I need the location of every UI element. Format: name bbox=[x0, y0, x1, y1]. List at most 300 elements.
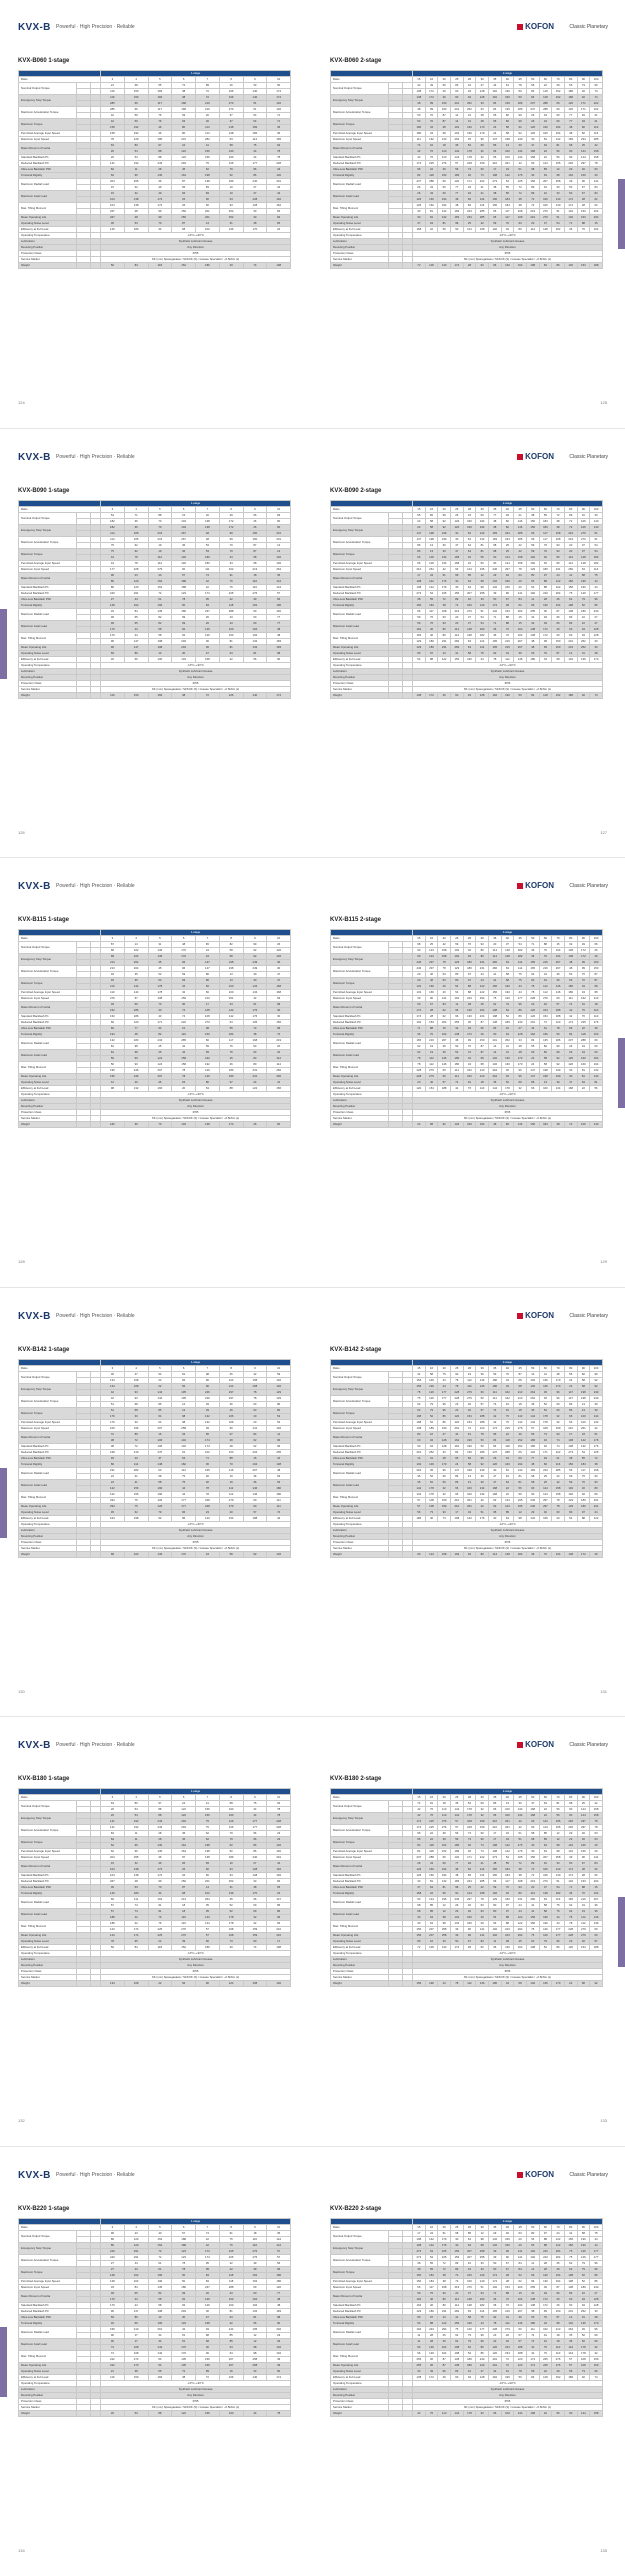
value-cell: 57 bbox=[101, 1903, 125, 1909]
value-cell: 80 bbox=[552, 554, 565, 560]
value-cell: 246 bbox=[450, 1897, 463, 1903]
value-cell: 198 bbox=[539, 1074, 552, 1080]
value-cell: 39 bbox=[438, 1831, 451, 1837]
value-cell: 41 bbox=[488, 972, 501, 978]
value-cell: 10 bbox=[463, 2369, 476, 2375]
ratio-cell: 6 bbox=[172, 1365, 196, 1371]
value-cell: 51 bbox=[514, 1831, 527, 1837]
value-cell: 28 bbox=[577, 1867, 590, 1873]
row-label: Maximum Input Speed bbox=[331, 566, 389, 572]
value-cell: 81 bbox=[463, 530, 476, 536]
value-cell: 69 bbox=[243, 1903, 267, 1909]
value-cell: 168 bbox=[124, 1377, 148, 1383]
value-cell: 93 bbox=[438, 2291, 451, 2297]
value-cell: 294 bbox=[552, 590, 565, 596]
value-cell: 84 bbox=[488, 1443, 501, 1449]
value-cell: 168 bbox=[172, 101, 196, 107]
value-cell: 144 bbox=[564, 2345, 577, 2351]
value-cell: 92 bbox=[124, 548, 148, 554]
value-cell: 19 bbox=[501, 650, 514, 656]
row-label: Maximum Axial Load bbox=[331, 191, 389, 203]
value-cell: 146 bbox=[476, 1377, 489, 1383]
value-cell: 76 bbox=[425, 2291, 438, 2297]
value-cell: 96 bbox=[488, 263, 501, 269]
value-cell: 37 bbox=[148, 1455, 172, 1461]
value-cell: 18 bbox=[101, 972, 125, 978]
value-cell: 38 bbox=[196, 1026, 220, 1032]
value-cell: 70 bbox=[425, 119, 438, 125]
value-cell: 18 bbox=[552, 2333, 565, 2339]
row-label: Emergency Stop Torque bbox=[19, 2243, 77, 2255]
value-cell: 207 bbox=[425, 1927, 438, 1933]
value-cell: 282 bbox=[526, 1897, 539, 1903]
value-cell: 54 bbox=[425, 2249, 438, 2255]
value-cell: 172 bbox=[539, 2303, 552, 2309]
value-cell: 168 bbox=[488, 1491, 501, 1497]
value-cell: 210 bbox=[488, 1819, 501, 1825]
value-cell: 164 bbox=[172, 1843, 196, 1849]
value-cell: 192 bbox=[413, 2297, 426, 2303]
row-label: Service Marker bbox=[331, 2405, 389, 2411]
value-cell: 74 bbox=[196, 572, 220, 578]
value-cell: 294 bbox=[514, 1933, 527, 1939]
value-cell: 128 bbox=[590, 2303, 603, 2309]
value-cell: 54 bbox=[552, 1885, 565, 1891]
value-cell: 210 bbox=[450, 1497, 463, 1503]
value-cell: 26 bbox=[196, 614, 220, 620]
value-cell: 11 bbox=[526, 2267, 539, 2273]
value-cell: 55 bbox=[425, 2261, 438, 2267]
value-cell: 82 bbox=[148, 2291, 172, 2297]
value-cell: 92 bbox=[514, 125, 527, 131]
tagline: Powerful · High Precision · Reliable bbox=[56, 1312, 135, 1319]
value-cell: 156 bbox=[124, 1485, 148, 1491]
value-cell: 294 bbox=[172, 1825, 196, 1831]
value-cell: 90 bbox=[501, 2249, 514, 2255]
value-cell: 72 bbox=[564, 518, 577, 524]
value-cell: 10 bbox=[219, 191, 243, 197]
value-cell: 92 bbox=[438, 518, 451, 524]
value-cell: 28 bbox=[463, 1945, 476, 1951]
value-cell: 84 bbox=[101, 1831, 125, 1837]
value-cell: 84 bbox=[124, 608, 148, 614]
merged-value: -10°C~+90°C bbox=[101, 1951, 291, 1957]
value-cell: 114 bbox=[196, 131, 220, 137]
value-cell: 186 bbox=[450, 1843, 463, 1849]
page-number-left: 124 bbox=[18, 400, 25, 405]
value-cell: 159 bbox=[438, 1497, 451, 1503]
value-cell: 165 bbox=[488, 644, 501, 650]
value-cell: 102 bbox=[450, 125, 463, 131]
value-cell: 36 bbox=[148, 1855, 172, 1861]
value-cell: 234 bbox=[463, 209, 476, 215]
value-cell: 80 bbox=[476, 948, 489, 954]
value-cell: 92 bbox=[243, 1551, 267, 1557]
value-cell: 96 bbox=[243, 167, 267, 173]
page-number-right: 129 bbox=[600, 1259, 607, 1265]
value-cell: 150 bbox=[196, 1032, 220, 1038]
row-label: Weight bbox=[19, 2411, 77, 2417]
value-cell: 28 bbox=[219, 1437, 243, 1443]
value-cell: 126 bbox=[564, 1062, 577, 1068]
brand-mark-icon bbox=[517, 883, 523, 889]
value-cell: 110 bbox=[514, 1413, 527, 1419]
value-cell: 249 bbox=[243, 960, 267, 966]
value-cell: 88 bbox=[501, 1921, 514, 1927]
value-cell: 182 bbox=[172, 1461, 196, 1467]
value-cell: 30 bbox=[413, 209, 426, 215]
value-cell: 102 bbox=[267, 554, 291, 560]
value-cell: 43 bbox=[463, 512, 476, 518]
value-cell: 176 bbox=[243, 1008, 267, 1014]
value-cell: 90 bbox=[577, 1855, 590, 1861]
value-cell: 74 bbox=[564, 1002, 577, 1008]
value-cell: 114 bbox=[476, 2309, 489, 2315]
value-cell: 267 bbox=[101, 1879, 125, 1885]
value-cell: 42 bbox=[413, 149, 426, 155]
value-cell: 182 bbox=[476, 632, 489, 638]
value-cell: 176 bbox=[514, 1849, 527, 1855]
value-cell: 91 bbox=[539, 2339, 552, 2345]
value-cell: 81 bbox=[425, 1879, 438, 1885]
value-cell: 94 bbox=[577, 2303, 590, 2309]
value-cell: 84 bbox=[267, 209, 291, 215]
value-cell: 38 bbox=[514, 203, 527, 209]
value-cell: 29 bbox=[413, 972, 426, 978]
value-cell: 136 bbox=[501, 1062, 514, 1068]
value-cell: 36 bbox=[488, 632, 501, 638]
value-cell: 276 bbox=[438, 161, 451, 167]
value-cell: 100 bbox=[577, 1419, 590, 1425]
value-cell: 51 bbox=[590, 536, 603, 542]
value-cell: 98 bbox=[124, 1050, 148, 1056]
value-cell: 30 bbox=[450, 2237, 463, 2243]
value-cell: 44 bbox=[590, 584, 603, 590]
value-cell: 64 bbox=[425, 221, 438, 227]
value-cell: 164 bbox=[438, 2345, 451, 2351]
value-cell: 81 bbox=[514, 1479, 527, 1485]
value-cell: 78 bbox=[243, 1395, 267, 1401]
ratio-cell: 9 bbox=[243, 1795, 267, 1801]
ratio-cell: 3 bbox=[101, 1795, 125, 1801]
spec-table bbox=[330, 500, 603, 699]
value-cell: 66 bbox=[564, 1419, 577, 1425]
value-cell: 126 bbox=[267, 1551, 291, 1557]
series-logo: KVX-B bbox=[18, 451, 51, 463]
value-cell: 48 bbox=[196, 536, 220, 542]
value-cell: 183 bbox=[267, 644, 291, 650]
spread-header bbox=[18, 2170, 608, 2184]
value-cell: 90 bbox=[564, 2411, 577, 2417]
value-cell: 57 bbox=[450, 1825, 463, 1831]
value-cell: 21 bbox=[552, 1455, 565, 1461]
ratio-cell: 3 bbox=[101, 936, 125, 942]
value-cell: 53 bbox=[450, 1044, 463, 1050]
value-cell: 178 bbox=[463, 149, 476, 155]
row-label: Maximum Torque bbox=[19, 1837, 77, 1849]
value-cell: 100 bbox=[425, 560, 438, 566]
value-cell: 58 bbox=[219, 954, 243, 960]
value-cell: 80 bbox=[413, 650, 426, 656]
value-cell: 90 bbox=[590, 2369, 603, 2375]
row-label: Maximum Acceleration Torque bbox=[331, 966, 389, 978]
value-cell: 51 bbox=[552, 1879, 565, 1885]
value-cell: 102 bbox=[267, 560, 291, 566]
row-label: Operating Temperature bbox=[19, 233, 77, 239]
row-label: Mounting Position bbox=[19, 2393, 77, 2399]
value-cell: 83 bbox=[488, 1026, 501, 1032]
value-cell: 72 bbox=[463, 1425, 476, 1431]
value-cell: 33 bbox=[438, 1449, 451, 1455]
value-cell: 170 bbox=[590, 656, 603, 662]
value-cell: 40 bbox=[463, 1407, 476, 1413]
value-cell: 96 bbox=[450, 1008, 463, 1014]
value-cell: 38 bbox=[172, 95, 196, 101]
value-cell: 153 bbox=[577, 209, 590, 215]
value-cell: 75 bbox=[526, 1927, 539, 1933]
value-cell: 114 bbox=[450, 626, 463, 632]
value-cell: 65 bbox=[413, 512, 426, 518]
value-cell: 112 bbox=[463, 1981, 476, 1987]
value-cell: 86 bbox=[514, 1008, 527, 1014]
table-row bbox=[331, 2411, 603, 2417]
row-label: Weight bbox=[331, 263, 389, 269]
value-cell: 60 bbox=[564, 2297, 577, 2303]
value-cell: 190 bbox=[577, 578, 590, 584]
value-cell: 142 bbox=[577, 1443, 590, 1449]
value-cell: 297 bbox=[148, 1074, 172, 1080]
value-cell: 176 bbox=[172, 2351, 196, 2357]
value-cell: 207 bbox=[539, 1855, 552, 1861]
value-cell: 158 bbox=[590, 2411, 603, 2417]
value-cell: 291 bbox=[124, 2249, 148, 2255]
row-label: Maximum Radial Load bbox=[331, 1897, 389, 1909]
value-cell: 153 bbox=[219, 1449, 243, 1455]
value-cell: 37 bbox=[577, 548, 590, 554]
value-cell: 24 bbox=[101, 1479, 125, 1485]
value-cell: 108 bbox=[413, 584, 426, 590]
value-cell: 172 bbox=[539, 2297, 552, 2303]
value-cell: 100 bbox=[148, 656, 172, 662]
ratio-cell: 5 bbox=[148, 1795, 172, 1801]
value-cell: 74 bbox=[590, 89, 603, 95]
value-cell: 231 bbox=[590, 1497, 603, 1503]
row-label: Efficiency at Full Load bbox=[19, 1086, 77, 1092]
row-label: Weight bbox=[19, 1122, 77, 1128]
value-cell: 70 bbox=[539, 948, 552, 954]
value-cell: 33 bbox=[243, 215, 267, 221]
ratio-label: Ratio bbox=[19, 2225, 101, 2231]
value-cell: 166 bbox=[425, 990, 438, 996]
value-cell: 32 bbox=[413, 2369, 426, 2375]
value-cell: 30 bbox=[450, 578, 463, 584]
value-cell: 166 bbox=[463, 1921, 476, 1927]
value-cell: 94 bbox=[219, 1867, 243, 1873]
value-cell: 34 bbox=[148, 2333, 172, 2339]
value-cell: 170 bbox=[514, 1056, 527, 1062]
merged-value: Any Direction bbox=[413, 674, 603, 680]
value-cell: 24 bbox=[476, 978, 489, 984]
value-cell: 142 bbox=[148, 2345, 172, 2351]
value-cell: 51 bbox=[476, 2285, 489, 2291]
value-cell: 285 bbox=[172, 1038, 196, 1044]
value-cell: 54 bbox=[124, 2411, 148, 2417]
value-cell: 99 bbox=[172, 614, 196, 620]
value-cell: 288 bbox=[219, 608, 243, 614]
value-cell: 110 bbox=[101, 990, 125, 996]
row-label: Reduced Backlash P0 bbox=[331, 590, 389, 596]
value-cell: 99 bbox=[577, 966, 590, 972]
value-cell: 198 bbox=[564, 2279, 577, 2285]
value-cell: 75 bbox=[413, 1389, 426, 1395]
value-cell: 60 bbox=[243, 614, 267, 620]
value-cell: 56 bbox=[564, 2369, 577, 2375]
value-cell: 118 bbox=[425, 1849, 438, 1855]
value-cell: 20 bbox=[590, 173, 603, 179]
value-cell: 129 bbox=[488, 1897, 501, 1903]
value-cell: 33 bbox=[172, 1431, 196, 1437]
value-cell: 160 bbox=[425, 197, 438, 203]
value-cell: 52 bbox=[577, 602, 590, 608]
value-cell: 291 bbox=[124, 2255, 148, 2261]
value-cell: 225 bbox=[219, 590, 243, 596]
value-cell: 138 bbox=[564, 954, 577, 960]
value-cell: 58 bbox=[577, 1383, 590, 1389]
value-cell: 83 bbox=[564, 2291, 577, 2297]
value-cell: 46 bbox=[577, 167, 590, 173]
value-cell: 22 bbox=[539, 1807, 552, 1813]
value-cell: 222 bbox=[590, 107, 603, 113]
value-cell: 105 bbox=[438, 590, 451, 596]
value-cell: 51 bbox=[438, 2231, 451, 2237]
value-cell: 30 bbox=[450, 536, 463, 542]
value-cell: 72 bbox=[526, 203, 539, 209]
value-cell: 36 bbox=[488, 2303, 501, 2309]
value-cell: 52 bbox=[219, 1843, 243, 1849]
value-cell: 50 bbox=[413, 1002, 426, 1008]
value-cell: 279 bbox=[148, 566, 172, 572]
value-cell: 112 bbox=[219, 1485, 243, 1491]
value-cell: 54 bbox=[501, 179, 514, 185]
value-cell: 57 bbox=[267, 2255, 291, 2261]
value-cell: 24 bbox=[552, 572, 565, 578]
value-cell: 92 bbox=[438, 1122, 451, 1128]
spec-table bbox=[330, 70, 603, 269]
page-number-left: 134 bbox=[18, 2548, 25, 2553]
value-cell: 44 bbox=[590, 578, 603, 584]
brand-subtitle: Classic Planetary bbox=[569, 2172, 608, 2178]
row-label: Mean Operating Life bbox=[19, 644, 77, 650]
value-cell: 80 bbox=[438, 632, 451, 638]
value-cell: 93 bbox=[172, 119, 196, 125]
value-cell: 64 bbox=[463, 2237, 476, 2243]
value-cell: 92 bbox=[590, 1383, 603, 1389]
value-cell: 154 bbox=[463, 1413, 476, 1419]
row-label: Maximum Acceleration Torque bbox=[19, 536, 77, 548]
catalog-spread bbox=[0, 863, 625, 1280]
value-cell: 22 bbox=[219, 2267, 243, 2273]
value-cell: 64 bbox=[463, 578, 476, 584]
value-cell: 77 bbox=[267, 620, 291, 626]
value-cell: 162 bbox=[463, 1068, 476, 1074]
value-cell: 291 bbox=[124, 590, 148, 596]
value-cell: 24 bbox=[413, 1122, 426, 1128]
value-cell: 192 bbox=[450, 954, 463, 960]
value-cell: 57 bbox=[514, 2333, 527, 2339]
value-cell: 54 bbox=[243, 119, 267, 125]
value-cell: 22 bbox=[148, 1377, 172, 1383]
value-cell: 82 bbox=[577, 131, 590, 137]
value-cell: 174 bbox=[267, 89, 291, 95]
value-cell: 178 bbox=[463, 1813, 476, 1819]
value-cell: 150 bbox=[413, 2279, 426, 2285]
value-cell: 228 bbox=[450, 1395, 463, 1401]
row-label: Lubrication bbox=[331, 668, 389, 674]
value-cell: 132 bbox=[590, 1068, 603, 1074]
value-cell: 141 bbox=[476, 1933, 489, 1939]
value-cell: 18 bbox=[590, 1002, 603, 1008]
value-cell: 93 bbox=[590, 1473, 603, 1479]
value-cell: 126 bbox=[148, 1497, 172, 1503]
value-cell: 237 bbox=[196, 2285, 220, 2291]
value-cell: 74 bbox=[590, 2375, 603, 2381]
value-cell: 264 bbox=[196, 1897, 220, 1903]
value-cell: 61 bbox=[148, 596, 172, 602]
value-cell: 34 bbox=[148, 2339, 172, 2345]
value-cell: 165 bbox=[526, 960, 539, 966]
value-cell: 91 bbox=[577, 1002, 590, 1008]
value-cell: 240 bbox=[101, 590, 125, 596]
value-cell: 42 bbox=[552, 1479, 565, 1485]
value-cell: 204 bbox=[590, 215, 603, 221]
value-cell: 48 bbox=[413, 101, 426, 107]
value-cell: 47 bbox=[526, 1801, 539, 1807]
value-cell: 33 bbox=[590, 638, 603, 644]
value-cell: 154 bbox=[219, 1515, 243, 1521]
spec-sheet-left bbox=[18, 2206, 290, 2417]
value-cell: 130 bbox=[425, 2351, 438, 2357]
value-cell: 154 bbox=[501, 2345, 514, 2351]
value-cell: 60 bbox=[196, 1873, 220, 1879]
value-cell: 55 bbox=[501, 191, 514, 197]
value-cell: 147 bbox=[526, 1068, 539, 1074]
value-cell: 32 bbox=[101, 656, 125, 662]
value-cell: 18 bbox=[101, 978, 125, 984]
ratio-cell: 30 bbox=[476, 936, 489, 942]
value-cell: 279 bbox=[501, 2327, 514, 2333]
value-cell: 213 bbox=[552, 2327, 565, 2333]
value-cell: 190 bbox=[425, 1377, 438, 1383]
value-cell: 17 bbox=[413, 2231, 426, 2237]
value-cell: 291 bbox=[488, 2363, 501, 2369]
value-cell: 182 bbox=[514, 1551, 527, 1557]
value-cell: 24 bbox=[124, 2303, 148, 2309]
value-cell: 68 bbox=[590, 990, 603, 996]
row-label: Protection Class bbox=[19, 251, 77, 257]
value-cell: 31 bbox=[577, 650, 590, 656]
value-cell: 120 bbox=[526, 1014, 539, 1020]
value-cell: 190 bbox=[501, 984, 514, 990]
row-label: Weight bbox=[331, 692, 389, 698]
value-cell: 40 bbox=[425, 1515, 438, 1521]
value-cell: 150 bbox=[413, 602, 426, 608]
value-cell: 108 bbox=[463, 1819, 476, 1825]
value-cell: 50 bbox=[476, 1443, 489, 1449]
value-cell: 126 bbox=[577, 590, 590, 596]
brand-mark-icon bbox=[517, 24, 523, 30]
value-cell: 43 bbox=[577, 1050, 590, 1056]
value-cell: 154 bbox=[501, 2351, 514, 2357]
